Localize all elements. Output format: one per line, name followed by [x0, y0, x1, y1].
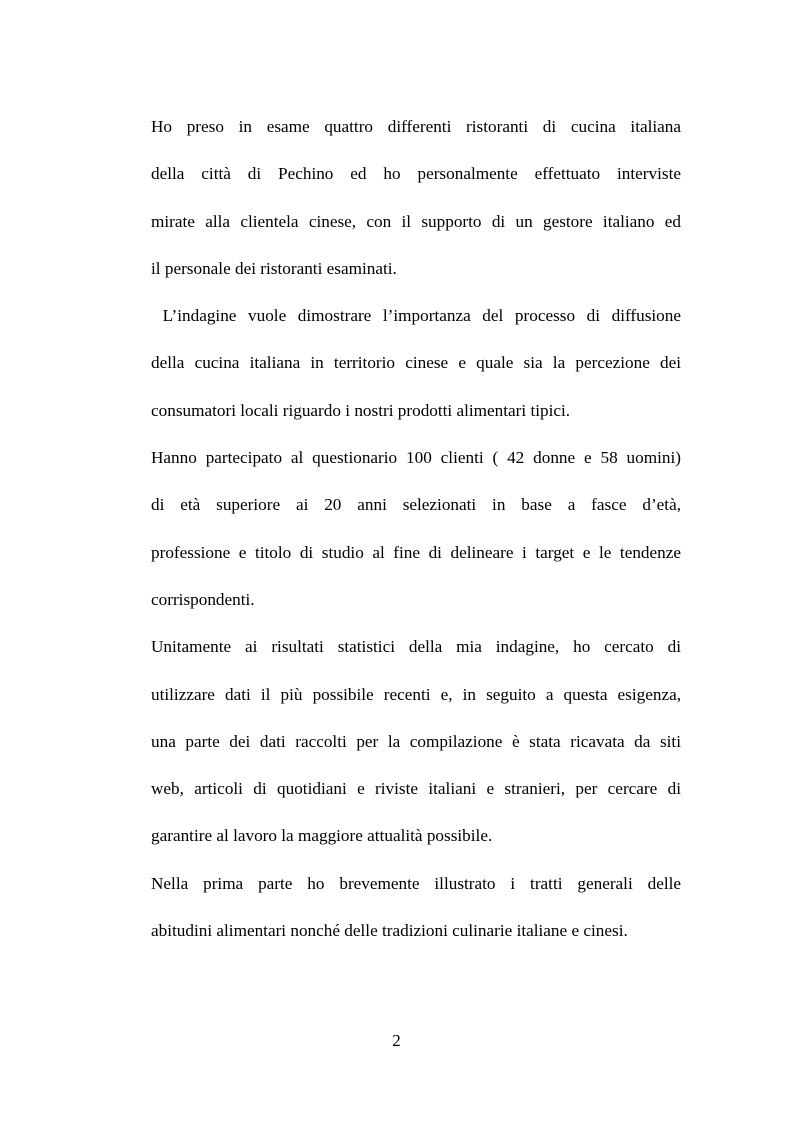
- text-line: garantire al lavoro la maggiore attualità possibile.: [151, 826, 493, 846]
- text-line: una parte dei dati raccolti per la compilazione è stata ricavata da siti: [151, 731, 681, 751]
- text-line: di età superiore ai 20 anni selezionati in base a fasce d’età,: [151, 495, 681, 515]
- text-line: web, articoli di quotidiani e riviste italiani e stranieri, per cercare di: [151, 779, 681, 799]
- text-line: della cucina italiana in territorio cinese e quale sia la percezione dei: [151, 353, 681, 373]
- text-line: abitudini alimentari nonché delle tradizioni culinarie italiane e cinesi.: [151, 921, 628, 941]
- text-line: consumatori locali riguardo i nostri prodotti alimentari tipici.: [151, 400, 571, 420]
- text-line: Nella prima parte ho brevemente illustrato i tratti generali delle: [151, 873, 681, 893]
- text-line: L’indagine vuole dimostrare l’importanza del processo di diffusione: [151, 306, 681, 326]
- text-line: corrispondenti.: [151, 589, 255, 609]
- text-line: il personale dei ristoranti esaminati.: [151, 258, 397, 278]
- text-line: Hanno partecipato al questionario 100 clienti ( 42 donne e 58 uomini): [151, 448, 681, 468]
- body-text: [151, 103, 681, 954]
- text-line: Ho preso in esame quattro differenti ristoranti di cucina italiana: [151, 117, 681, 136]
- text-line: mirate alla clientela cinese, con il supporto di un gestore italiano ed: [151, 211, 681, 231]
- text-line: Unitamente ai risultati statistici della mia indagine, ho cercato di: [151, 637, 681, 657]
- text-line: della città di Pechino ed ho personalmente effettuato interviste: [151, 164, 681, 184]
- text-line: utilizzare dati il più possibile recenti e, in seguito a questa esigenza,: [151, 684, 681, 704]
- page-number: 2: [392, 1031, 401, 1050]
- text-line: professione e titolo di studio al fine di delineare i target e le tendenze: [151, 542, 681, 562]
